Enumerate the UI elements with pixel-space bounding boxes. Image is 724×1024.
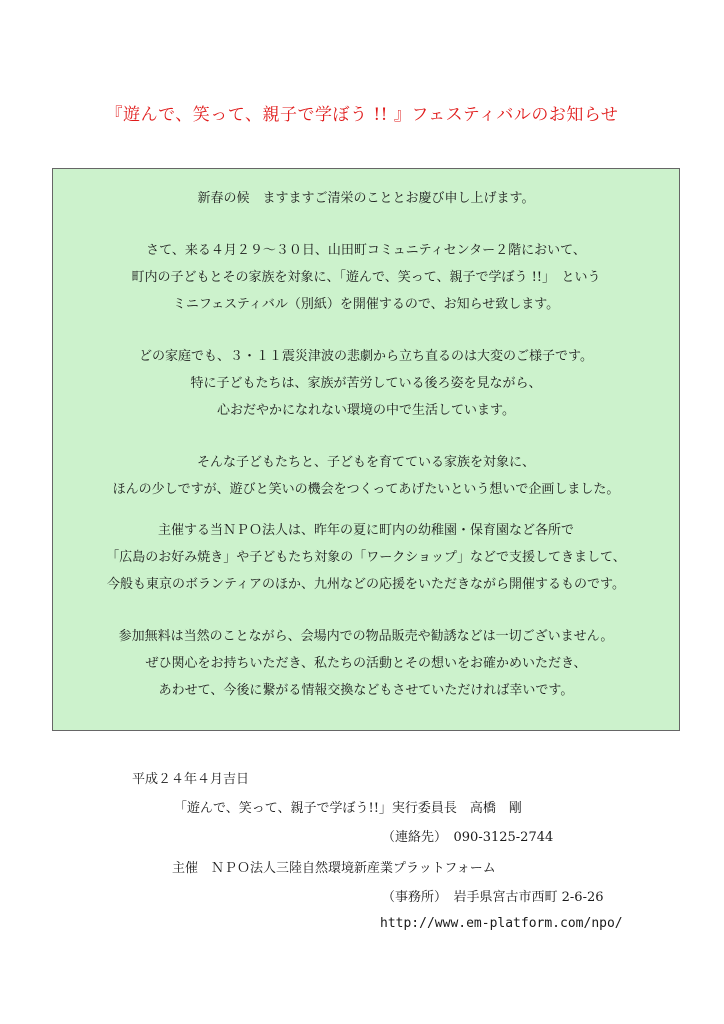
notice-line: ミニフェスティバル（別紙）を開催するので、お知らせ致します。 (172, 297, 560, 312)
date-line: 平成２４年４月吉日 (132, 772, 250, 787)
notice-line: 主催する当ＮＰＯ法人は、昨年の夏に町内の幼稚園・保育園など各所で (157, 523, 574, 538)
notice-line: あわせて、今後に繋がる情報交換などもさせていただければ幸いです。 (158, 683, 574, 698)
notice-box (52, 168, 680, 731)
notice-line: 「広島のお好み焼き」や子どもたち対象の「ワークショップ」などで支援してきまして、 (106, 550, 626, 565)
notice-line: ぜひ関心をお持ちいただき、私たちの活動とその想いをお確かめいただき、 (145, 656, 587, 671)
notice-line: 心おだやかになれない環境の中で生活しています。 (217, 403, 515, 418)
notice-line: 特に子どもたちは、家族が苦労している後ろ姿を見ながら、 (190, 376, 542, 391)
organizer-line: 主催 ＮＰＯ法人三陸自然環境新産業プラットフォーム (172, 861, 496, 876)
notice-line: 今般も東京のボランティアのほか、九州などの応援をいただきながら開催するものです。 (107, 577, 625, 592)
notice-line: どの家庭でも、３・１１震災津波の悲劇から立ち直るのは大変のご様子です。 (139, 349, 593, 364)
contact-line: （連絡先） 090-3125-2744 (382, 830, 554, 845)
notice-line: ほんの少しですが、遊びと笑いの機会をつくってあげたいという想いで企画しました。 (112, 482, 620, 497)
notice-line: さて、来る４月２９～３０日、山田町コミュニティセンター２階において、 (146, 243, 586, 258)
notice-line: 町内の子どもとその家族を対象に、「遊んで、笑って、親子で学ぼう !!」 という (131, 270, 601, 285)
notice-line: 参加無料は当然のことながら、会場内での物品販売や勧誘などは一切ございません。 (118, 629, 614, 644)
website-link[interactable]: http://www.em-platform.com/npo/ (380, 916, 623, 931)
office-address-line: （事務所） 岩手県宮古市西町 2-6-26 (382, 890, 604, 905)
committee-chair-line: 「遊んで、笑って、親子で学ぼう!!」実行委員長 高橋 剛 (174, 801, 522, 816)
notice-greeting-line: 新春の候 ますますご清栄のこととお慶び申し上げます。 (197, 191, 535, 206)
notice-line: そんな子どもたちと、子どもを育てている家族を対象に、 (196, 455, 535, 470)
page-title: 『遊んで、笑って、親子で学ぼう !! 』フェスティバルのお知らせ (105, 105, 619, 125)
